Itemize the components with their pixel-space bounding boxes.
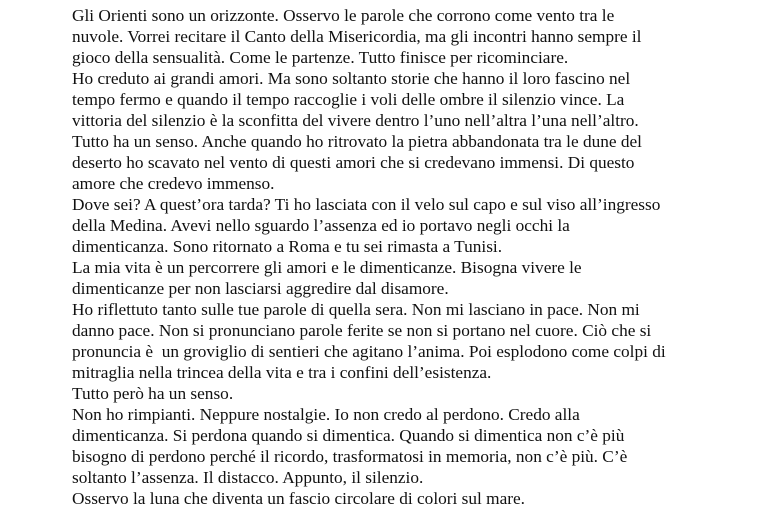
paragraph-3: Tutto ha un senso. Anche quando ho ritrovato la pietra abbandonata tra le dune del deserto ho scavato nel vento di questi amori che si credevano immensi. Di questo amore che credevo immenso. [72, 132, 642, 193]
paragraph-4: Dove sei? A quest’ora tarda? Ti ho lasciata con il velo sul capo e sul viso all’ingresso della Medina. Avevi nello sguardo l’assenza ed io portavo negli occhi la dimenticanza. Sono ritornato a Roma e tu sei rimasta a Tunisi. [72, 195, 661, 256]
document-body [72, 5, 712, 509]
paragraph-8: Non ho rimpianti. Neppure nostalgie. Io non credo al perdono. Credo alla dimenticanza. Si perdona quando si dimentica. Quando si dimentica non c’è più bisogno di perdono perché il ricordo, trasformatosi in memoria, non c’è più. C’è soltanto l’assenza. Il distacco. Appunto, il silenzio. [72, 405, 628, 487]
paragraph-2: Ho creduto ai grandi amori. Ma sono soltanto storie che hanno il loro fascino nel tempo fermo e quando il tempo raccoglie i voli delle ombre il silenzio vince. La vittoria del silenzio è la sconfitta del vivere dentro l’uno nell’altra l’una nell’altro. [72, 69, 639, 130]
paragraph-5: La mia vita è un percorrere gli amori e le dimenticanze. Bisogna vivere le dimenticanze per non lasciarsi aggredire dal disamore. [72, 258, 582, 298]
paragraph-6: Ho riflettuto tanto sulle tue parole di quella sera. Non mi lasciano in pace. Non mi danno pace. Non si pronunciano parole ferite se non si portano nel cuore. Ciò che si pronuncia è un groviglio di sentieri che agitano l’anima. Poi esplodono come colpi di mitraglia nella trincea della vita e tra i confini dell’esistenza. [72, 300, 666, 382]
paragraph-7: Tutto però ha un senso. [72, 384, 234, 403]
paragraph-1: Gli Orienti sono un orizzonte. Osservo le parole che corrono come vento tra le nuvole. Vorrei recitare il Canto della Misericordia, ma gli incontri hanno sempre il gioco della sensualità. Come le partenze. Tutto finisce per ricominciare. [72, 6, 642, 67]
paragraph-9: Osservo la luna che diventa un fascio circolare di colori sul mare. [72, 489, 525, 508]
